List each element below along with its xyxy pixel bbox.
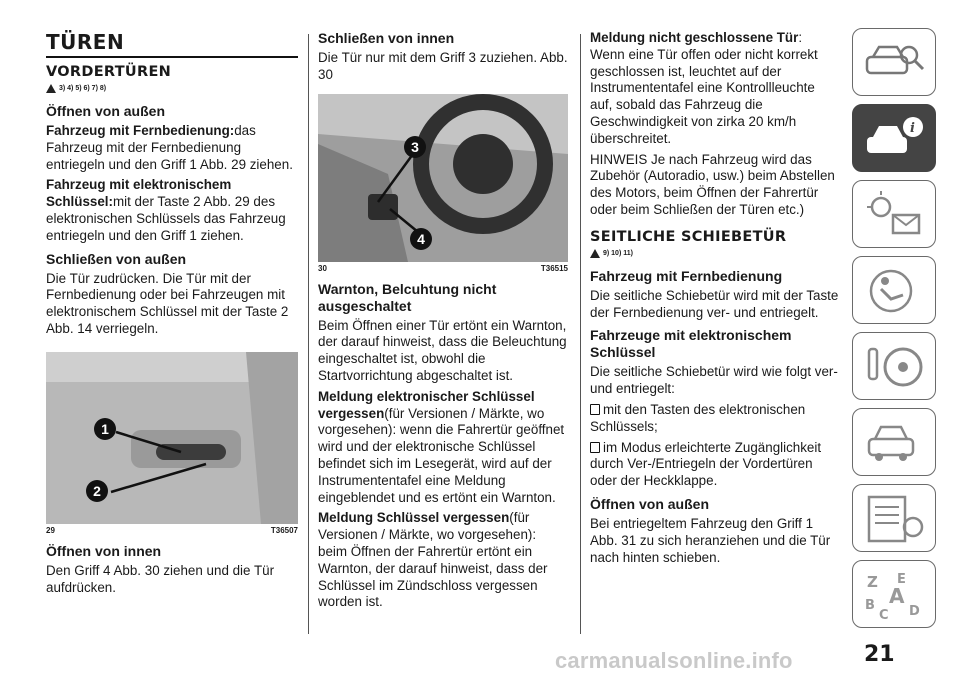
- heading-close-inside: Schließen von innen: [318, 30, 455, 46]
- figure-code: T36515: [540, 263, 568, 273]
- paragraph: Die Tür nur mit dem Griff 3 zuziehen. Abb. 30: [318, 50, 568, 82]
- refs-text: 3) 4) 5) 6) 7) 8): [59, 85, 107, 92]
- paragraph-text: mit der Taste 2 Abb. 29 des elektronischen Schlüssels das Fahrzeug entriegeln und den Griff 1 ziehen.: [46, 194, 286, 243]
- page-number: 21: [864, 642, 895, 667]
- paragraph: [318, 510, 568, 611]
- svg-text:C: C: [879, 608, 889, 621]
- svg-text:A: A: [889, 584, 905, 608]
- paragraph-text: (für Versionen / Märkte, wo vorgesehen): beim Öffnen der Fahrertür ertönt ein Warnton, der darauf hinweist, dass der Schlüssel im Zündschloss vergessen worden ist.: [318, 510, 548, 610]
- bullet-icon: [590, 442, 600, 453]
- bullet-text: mit den Tasten des elektronischen Schlüssels;: [590, 401, 806, 434]
- callout-3: 3: [404, 136, 426, 158]
- warning-refs: [590, 249, 840, 258]
- bullet-icon: [590, 404, 600, 415]
- heading-close-outside: Schließen von außen: [46, 250, 187, 267]
- key-steering-icon[interactable]: [852, 332, 936, 400]
- section-title: TÜREN: [46, 30, 125, 54]
- warning-triangle-icon: [46, 84, 56, 93]
- chapter-sidebar: [852, 28, 936, 636]
- bullet-text: im Modus erleichterte Zugänglichkeit durch Ver-/Entriegeln der Vordertüren oder der Heckklappe.: [590, 439, 822, 489]
- warning-triangle-icon: [590, 249, 600, 258]
- bold-lead: Fahrzeug mit Fernbedienung:: [46, 123, 235, 138]
- svg-text:D: D: [909, 604, 920, 619]
- figure-caption: [46, 526, 298, 535]
- subsection-title: VORDERTÜREN: [46, 64, 172, 80]
- watermark: carmanualsonline.info: [555, 648, 793, 673]
- bold-lead: Meldung Schlüssel vergessen: [318, 510, 510, 526]
- figure-interior-handle: [318, 94, 568, 262]
- paragraph: Die seitliche Schiebetür wird wie folgt ver- und entriegelt:: [590, 364, 838, 397]
- column-divider: [580, 34, 581, 634]
- column-2: [318, 30, 568, 615]
- car-service-icon[interactable]: [852, 408, 936, 476]
- bold-lead: Meldung nicht geschlossene Tür: [590, 30, 799, 45]
- index-icon[interactable]: [852, 560, 936, 628]
- refs-text: 9) 10) 11): [603, 249, 633, 257]
- paragraph: [590, 30, 840, 148]
- heading-electronic-key: Fahrzeuge mit elektronischem Schlüssel: [590, 327, 792, 361]
- warning-refs: [46, 84, 298, 93]
- column-1: [46, 30, 298, 600]
- paragraph-text: Wenn eine Tür offen oder nicht korrekt geschlossen ist, leuchtet auf der Instrumententafel eine Kontrollleuchte auf, sobald das Fahrzeug die Geschwindigkeit von zirka 20 km/h überschreitet.: [590, 46, 818, 146]
- car-search-icon[interactable]: [852, 28, 936, 96]
- paragraph: Die seitliche Schiebetür wird mit der Taste der Fernbedienung ver- und entriegelt.: [590, 287, 839, 320]
- callout-1: 1: [94, 418, 116, 440]
- heading-open-inside: Öffnen von innen: [46, 542, 162, 559]
- callout-4: 4: [410, 228, 432, 250]
- bullet-item: [590, 440, 840, 490]
- interior-photo: [318, 94, 568, 262]
- callout-2: 2: [86, 480, 108, 502]
- paragraph: Beim Öffnen einer Tür ertönt ein Warnton, der darauf hinweist, dass die Beleuchtung eingeschaltet ist, obwohl die Startvorrichtung abgeschaltet ist.: [318, 317, 567, 383]
- paragraph: [46, 177, 298, 244]
- airbag-icon[interactable]: [852, 256, 936, 324]
- warning-light-icon[interactable]: [852, 180, 936, 248]
- heading-open-outside: Öffnen von außen: [590, 495, 709, 512]
- heading-remote: Fahrzeug mit Fernbedienung: [590, 267, 783, 284]
- figure-door-handle: [46, 352, 298, 524]
- paragraph-text: (für Versionen / Märkte, wo vorgesehen): wenn die Fahrertür geöffnet wird und der elektronische Schlüssel befindet sich im Lesegerät, wird auf der Instrumententafel eine Meldung eingeblendet und es ertönt ein Warnton.: [318, 405, 565, 505]
- title-rule: [46, 56, 298, 58]
- heading-open-outside: Öffnen von außen: [46, 103, 165, 119]
- column-divider: [308, 34, 309, 634]
- figure-number: 29: [46, 525, 55, 535]
- paragraph: Die Tür zudrücken. Die Tür mit der Fernbedienung oder bei Fahrzeugen mit elektronischem Schlüssel mit der Taste 2 Abb. 14 verriegeln.: [46, 270, 289, 336]
- paragraph: [46, 123, 298, 173]
- paragraph-text: das Fahrzeug mit der Fernbedienung entriegeln und den Griff 1 Abb. 29 ziehen.: [46, 123, 293, 172]
- figure-number: 30: [318, 263, 327, 273]
- svg-text:E: E: [897, 572, 906, 587]
- bold-lead: Meldung elektronischer Schlüssel vergessen: [318, 388, 535, 421]
- paragraph: Den Griff 4 Abb. 30 ziehen und die Tür aufdrücken.: [46, 562, 275, 595]
- column-3: [590, 30, 840, 570]
- bullet-item: [590, 402, 840, 436]
- paragraph: HINWEIS Je nach Fahrzeug wird das Zubehör (Autoradio, usw.) beim Abstellen des Motors, beim Öffnen der Fahrertür oder beim Schließen der Türen etc.): [590, 151, 835, 217]
- colon: :: [798, 30, 803, 45]
- paragraph: Bei entriegeltem Fahrzeug den Griff 1 Abb. 31 zu sich heranziehen und die Tür nach hinten schieben.: [590, 515, 831, 565]
- svg-text:i: i: [910, 121, 915, 136]
- svg-text:Z: Z: [867, 573, 878, 591]
- paragraph: [318, 389, 568, 507]
- car-info-icon[interactable]: [852, 104, 936, 172]
- subsection-title: SEITLICHE SCHIEBETÜR: [590, 228, 787, 245]
- bold-lead: Fahrzeug mit elektronischem Schlüssel:: [46, 177, 232, 210]
- svg-text:B: B: [865, 598, 875, 613]
- door-handle-photo: [46, 352, 298, 524]
- heading-warning: Warnton, Belcuhtung nicht ausgeschaltet: [318, 280, 497, 314]
- checklist-icon[interactable]: [852, 484, 936, 552]
- figure-caption: [318, 264, 568, 273]
- figure-code: T36507: [270, 525, 298, 535]
